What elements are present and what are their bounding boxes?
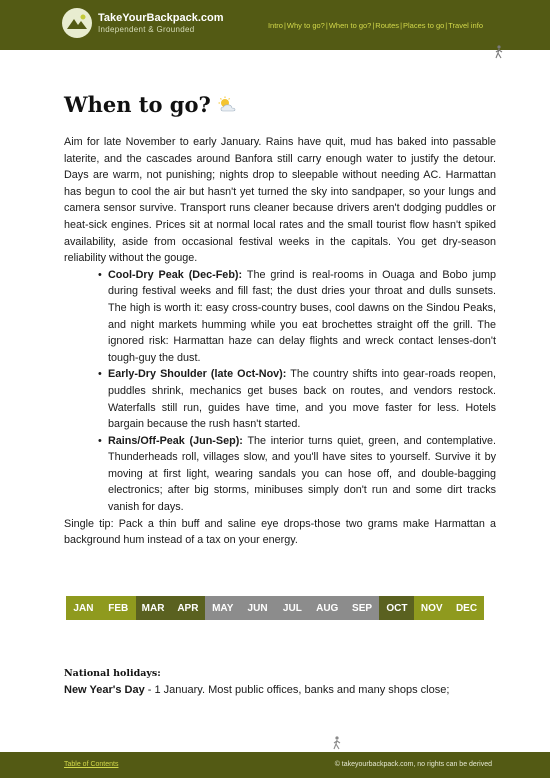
month-bar xyxy=(66,596,484,620)
month-jul: JUL xyxy=(275,596,310,620)
month-dec: DEC xyxy=(449,596,484,620)
site-footer xyxy=(0,752,550,778)
month-aug: AUG xyxy=(310,596,345,620)
month-apr: APR xyxy=(170,596,205,620)
season-text: The grind is real-rooms in Ouaga and Bobo jump during festival weeks and fill fast; the dust dries your throat and dulls sunsets. The high is worth it: easy cross-country buses, cool dawns on the Sindou Peaks, and night markets humming while you eat brochettes straight off the grill. The ignored risk: Harmattan haze can delay flights and wreck contact lenses-don't tough-guy the dust. xyxy=(108,268,496,364)
season-list xyxy=(100,267,496,516)
page-title: When to go? xyxy=(64,92,211,117)
logo-icon[interactable] xyxy=(62,8,92,38)
list-item: • Cool-Dry Peak (Dec-Feb): The grind is real-rooms in Ouaga and Bobo jump during festival weeks and fill fast; the dust dries your throat and dulls sunsets. The high is worth it: easy cross-country buses, cool dawns on the Sindou Peaks, and night markets humming while you eat brochettes straight off the grill. The ignored risk: Harmattan haze can delay flights and wreck contact lenses-don't tough-guy the dust. xyxy=(98,268,496,364)
main-content xyxy=(64,134,496,549)
month-may: MAY xyxy=(205,596,240,620)
month-jan: JAN xyxy=(66,596,101,620)
brand-name[interactable]: TakeYourBackpack.com xyxy=(98,12,224,24)
nav-item-travel-info[interactable]: Travel info xyxy=(448,21,483,30)
month-oct: OCT xyxy=(379,596,414,620)
nav-item-why[interactable]: Why to go? xyxy=(286,21,325,30)
title-row xyxy=(64,92,237,117)
season-label: Cool-Dry Peak (Dec-Feb): xyxy=(108,268,243,281)
holiday-entry xyxy=(64,684,504,696)
hiker-icon xyxy=(332,736,342,750)
month-jun: JUN xyxy=(240,596,275,620)
season-label: Rains/Off-Peak (Jun-Sep): xyxy=(108,434,243,447)
season-text: The interior turns quiet, green, and contemplative. Thunderheads roll, villages slow, and you'll have sites to yourself. Survive it by moving at first light, wearing sandals you can hose off, and double-bagging electronics; after big storms, minibuses simply don't run and some dirt tracks vanish for days. xyxy=(108,434,497,514)
holiday-text: - 1 January. Most public offices, banks and many shops close; xyxy=(144,684,450,696)
month-mar: MAR xyxy=(136,596,171,620)
sun-cloud-icon xyxy=(217,96,237,114)
season-label: Early-Dry Shoulder (late Oct-Nov): xyxy=(108,368,287,381)
intro-paragraph: Aim for late November to early January. Rains have quit, mud has baked into passable laterite, and the cascades around Banfora still carry enough water to justify the detour. Days are warm, not punishing; nights drop to sleepable without needing AC. Harmattan has begun to cool the air but hasn't yet turned the sky into sandpaper, so your lungs and camera sensor survive. Transport runs cleaner because drivers aren't dodging puddles or heat-sick engines. Prices sit at normal local rates and the small tourist flow hasn't spiked availability, aside from occasional festival weeks in the capitals. You get dry-season reliability without the gouge. xyxy=(64,136,496,265)
month-feb: FEB xyxy=(101,596,136,620)
hiker-icon xyxy=(494,45,504,59)
tip-paragraph: Single tip: Pack a thin buff and saline eye drops-those two grams make Harmattan a background hum instead of a tax on your energy. xyxy=(64,517,496,547)
nav-item-when[interactable]: When to go? xyxy=(328,21,372,30)
holiday-name: New Year's Day xyxy=(64,684,145,696)
season-text: The country shifts into gear-roads reopen, puddles shrink, mechanics get buses back on routes, and vendors restock. Waterfalls still run, guides have time, and you move faster for less. Hotels bargain because the rush hasn't started. xyxy=(108,368,497,431)
top-nav: Intro|Why to go?|When to go?|Routes|Places to go|Travel info xyxy=(267,21,483,30)
month-nov: NOV xyxy=(414,596,449,620)
brand-tagline: Independent & Grounded xyxy=(98,25,195,34)
nav-item-routes[interactable]: Routes xyxy=(375,21,400,30)
list-item: • Rains/Off-Peak (Jun-Sep): The interior turns quiet, green, and contemplative. Thunderheads roll, villages slow, and you'll have sites to yourself. Survive it by moving at first light, wearing sandals you can hose off, and double-bagging electronics; after big storms, minibuses simply don't run and some dirt tracks vanish for days. xyxy=(98,434,497,514)
nav-item-places[interactable]: Places to go xyxy=(403,21,445,30)
list-item: • Early-Dry Shoulder (late Oct-Nov): The country shifts into gear-roads reopen, puddles shrink, mechanics get buses back on routes, and vendors restock. Waterfalls still run, guides have time, and you move faster for less. Hotels bargain because the rush hasn't started. xyxy=(98,368,497,431)
nav-item-intro[interactable]: Intro xyxy=(267,21,283,30)
month-sep: SEP xyxy=(345,596,380,620)
table-of-contents-link[interactable]: Table of Contents xyxy=(64,761,119,768)
site-header xyxy=(0,0,550,50)
copyright-text: © takeyourbackpack.com, no rights can be derived xyxy=(334,761,492,768)
holidays-title: National holidays: xyxy=(64,668,161,679)
